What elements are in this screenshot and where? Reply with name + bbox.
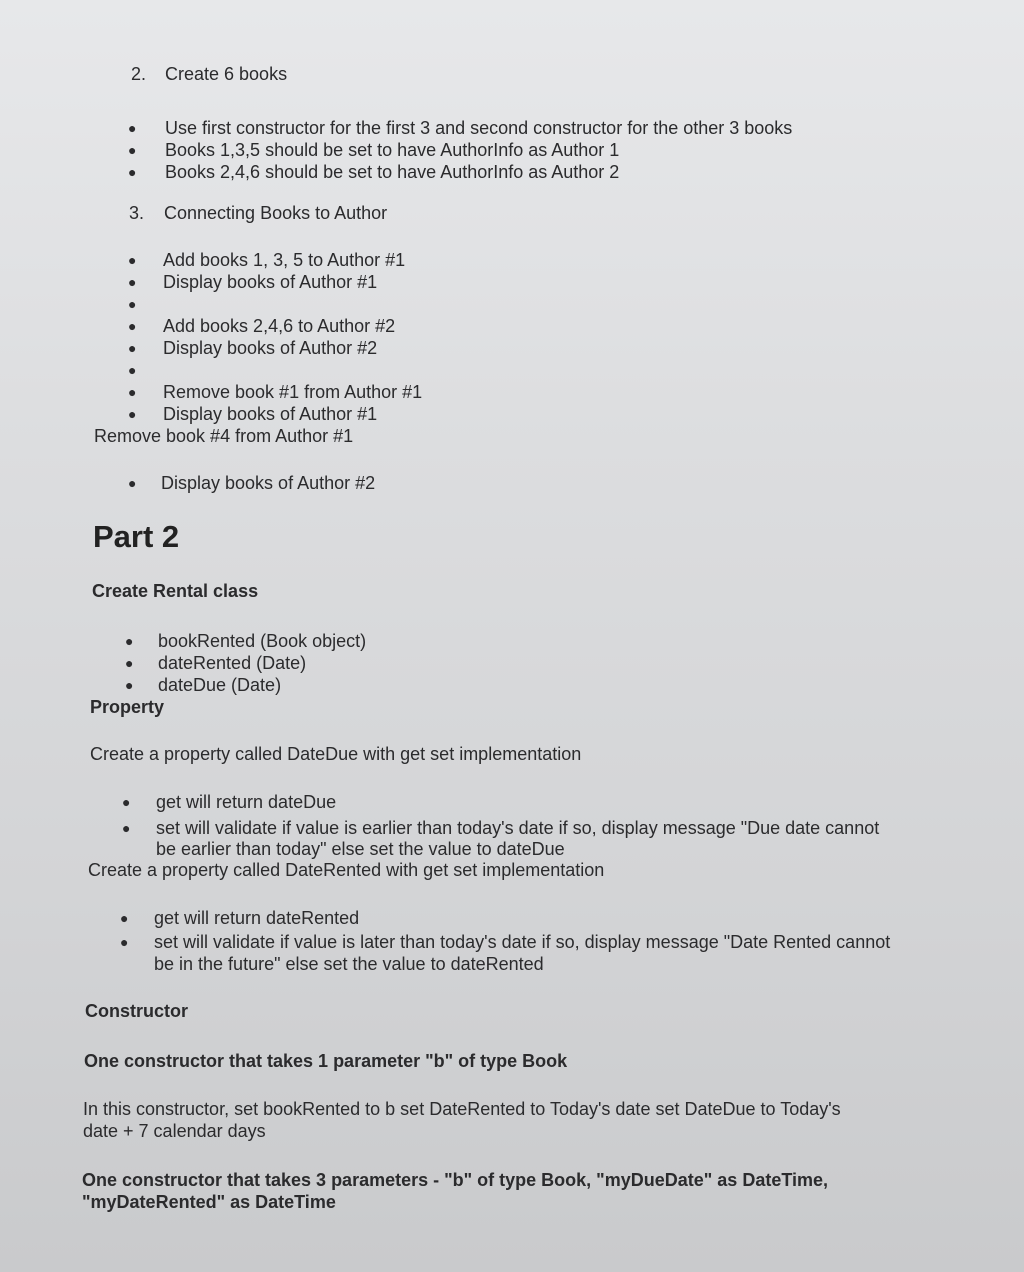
- bullet-dot: ●: [128, 340, 137, 356]
- list-item: Use first constructor for the first 3 and second constructor for the other 3 books: [165, 118, 793, 138]
- list-item: Books 2,4,6 should be set to have AuthorInfo as Author 2: [165, 162, 620, 182]
- rental-heading: Create Rental class: [92, 581, 259, 601]
- ctor1-body: date + 7 calendar days: [83, 1121, 266, 1141]
- constructor-heading: Constructor: [85, 1001, 188, 1021]
- bullet-dot: ●: [128, 120, 137, 136]
- list-item: get will return dateRented: [154, 908, 360, 928]
- daterented-intro: Create a property called DateRented with get set implementation: [88, 860, 605, 880]
- property-heading: Property: [90, 697, 165, 717]
- field-item: dateDue (Date): [158, 675, 282, 695]
- list-item: Display books of Author #2: [161, 473, 376, 493]
- bullet-dot: ●: [128, 164, 137, 180]
- list-item: Add books 2,4,6 to Author #2: [163, 316, 396, 336]
- bullet-dot: ●: [120, 910, 129, 926]
- list-item: Display books of Author #1: [163, 272, 378, 292]
- bullet-dot: ●: [128, 252, 137, 268]
- list-item: Display books of Author #1: [163, 404, 378, 424]
- bullet-dot: ●: [128, 384, 137, 400]
- list-item: Books 1,3,5 should be set to have AuthorInfo as Author 1: [165, 140, 620, 160]
- bullet-dot: ●: [125, 655, 134, 671]
- bullet-dot: ●: [128, 406, 137, 422]
- ctor2-heading: One constructor that takes 3 parameters - "b" of type Book, "myDueDate" as DateTime,: [82, 1170, 829, 1190]
- bullet-dot: ●: [125, 677, 134, 693]
- section-number: 3.: [129, 203, 145, 223]
- field-item: dateRented (Date): [158, 653, 307, 673]
- field-item: bookRented (Book object): [158, 631, 367, 651]
- ctor1-body: In this constructor, set bookRented to b set DateRented to Today's date set DateDue to Today's: [83, 1099, 841, 1119]
- ctor2-heading: "myDateRented" as DateTime: [82, 1192, 336, 1212]
- list-item: Add books 1, 3, 5 to Author #1: [163, 250, 406, 270]
- datedue-intro: Create a property called DateDue with get set implementation: [90, 744, 582, 764]
- list-item: set will validate if value is earlier than today's date if so, display message "Due date cannot: [156, 818, 880, 838]
- bullet-dot: ●: [128, 362, 137, 378]
- section-title: Connecting Books to Author: [164, 203, 388, 223]
- bullet-dot: ●: [128, 318, 137, 334]
- part-heading: Part 2: [93, 519, 180, 554]
- list-item: Display books of Author #2: [163, 338, 378, 358]
- list-item: get will return dateDue: [156, 792, 337, 812]
- list-item-continuation: be earlier than today" else set the value to dateDue: [156, 839, 565, 859]
- bullet-dot: ●: [122, 820, 131, 836]
- bullet-dot: ●: [120, 934, 129, 950]
- section-number: 2.: [131, 64, 147, 84]
- bullet-dot: ●: [128, 274, 137, 290]
- loose-line: Remove book #4 from Author #1: [94, 426, 354, 446]
- section-title: Create 6 books: [165, 64, 288, 84]
- list-item: Remove book #1 from Author #1: [163, 382, 423, 402]
- list-item: set will validate if value is later than today's date if so, display message "Date Rented cannot: [154, 932, 891, 952]
- bullet-dot: ●: [122, 794, 131, 810]
- bullet-dot: ●: [128, 475, 137, 491]
- bullet-dot: ●: [128, 142, 137, 158]
- bullet-dot: ●: [125, 633, 134, 649]
- ctor1-heading: One constructor that takes 1 parameter "b" of type Book: [84, 1051, 568, 1071]
- bullet-dot: ●: [128, 296, 137, 312]
- list-item-continuation: be in the future" else set the value to dateRented: [154, 954, 544, 974]
